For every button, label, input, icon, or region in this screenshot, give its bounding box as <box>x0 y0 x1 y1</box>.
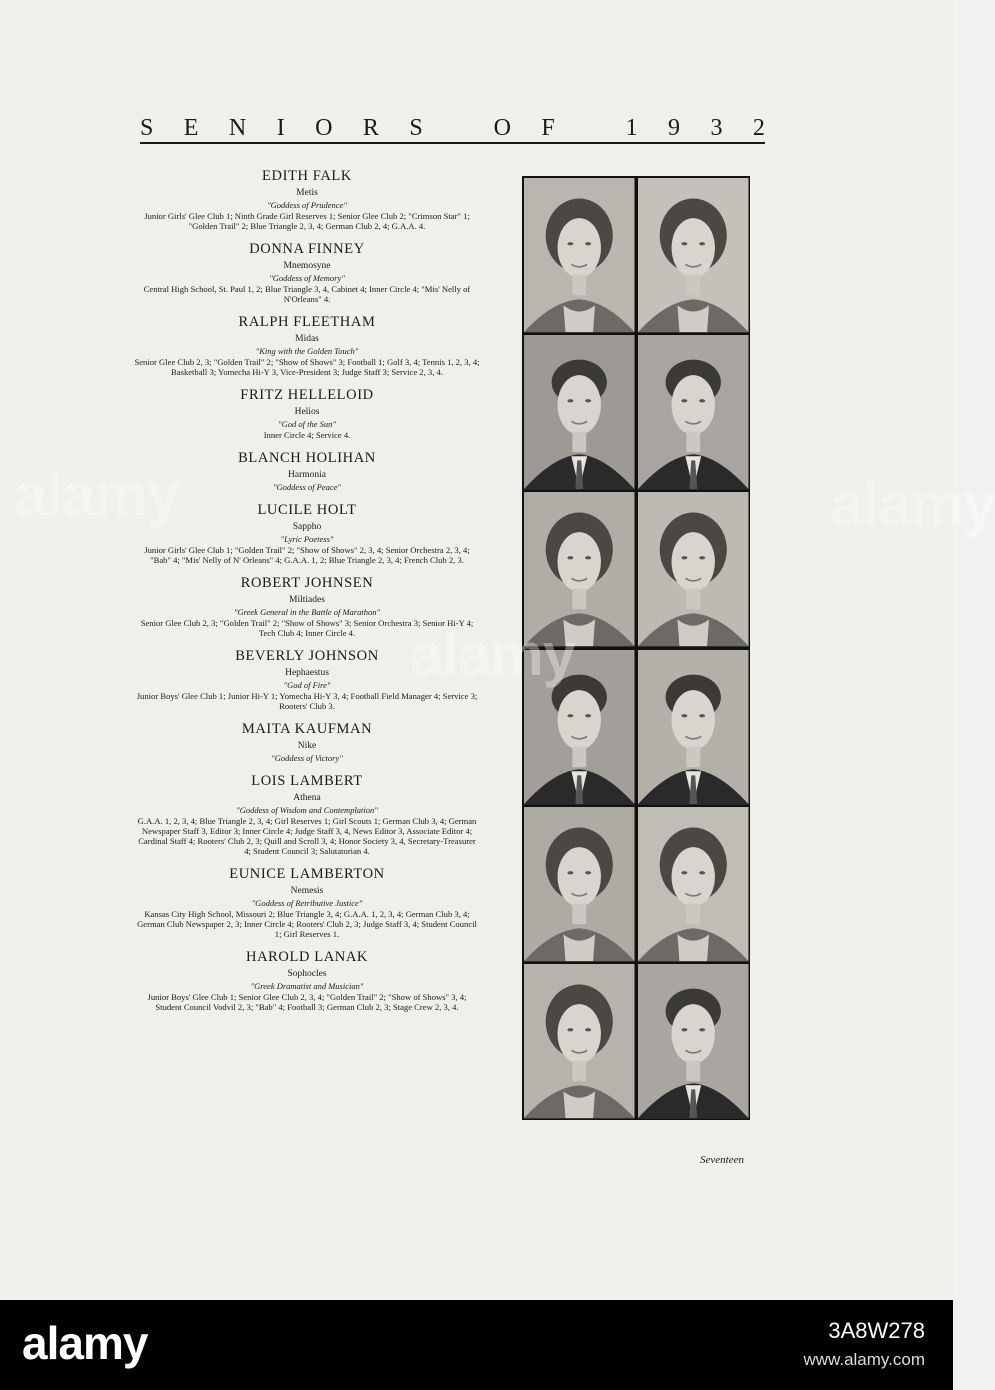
portrait-image <box>524 964 635 1118</box>
senior-alias: Athena <box>293 793 321 803</box>
title-letter: O <box>315 115 333 141</box>
portrait-photo <box>638 335 749 489</box>
portrait-photo <box>638 964 749 1118</box>
portrait-photo <box>638 650 749 804</box>
senior-name: DONNA FINNEY <box>249 241 365 257</box>
senior-activities: Junior Girls' Glee Club 1; "Golden Trail" 2; "Show of Shows" 2, 3, 4; Senior Orchestra 2, 3, 4; "Bab" 4; "Mis' Nelly of N' Orleans" 4; G.A.A. 1, 2; Blue Triangle 2, 3, 4; French Club 2, 3. <box>144 545 470 565</box>
senior-motto: "Goddess of Wisdom and Contemplation" <box>236 805 378 815</box>
title-letter: N <box>228 115 247 141</box>
portrait-image <box>524 807 635 961</box>
portrait-image <box>638 178 749 332</box>
portrait-image <box>638 335 749 489</box>
page-number: Seventeen <box>700 1154 744 1166</box>
senior-name: ROBERT JOHNSEN <box>240 575 374 591</box>
senior-activities: Inner Circle 4; Service 4. <box>263 430 351 440</box>
senior-alias: Midas <box>295 334 319 344</box>
senior-entry <box>128 450 486 492</box>
title-letter: 1 <box>625 115 638 141</box>
senior-entry <box>128 314 486 377</box>
senior-name: FRITZ HELLELOID <box>240 387 374 403</box>
stock-logo[interactable]: alamy <box>22 1317 148 1369</box>
senior-activities: Junior Boys' Glee Club 1; Junior Hi-Y 1; Yomecha Hi-Y 3, 4; Football Field Manager 4; Service 3; Rooters' Club 3. <box>136 691 478 711</box>
page-title <box>140 112 765 142</box>
portrait-photo <box>524 807 635 961</box>
senior-name: MAITA KAUFMAN <box>241 721 373 737</box>
senior-entry <box>128 168 486 231</box>
portrait-photo <box>638 492 749 646</box>
title-letter: 3 <box>710 115 723 141</box>
title-letter: R <box>362 115 379 141</box>
stock-footer <box>0 1300 953 1390</box>
senior-entry <box>128 502 486 565</box>
senior-name: LOIS LAMBERT <box>251 773 363 789</box>
senior-alias: Harmonia <box>288 470 326 480</box>
senior-entry <box>128 866 486 939</box>
senior-alias: Nike <box>297 741 317 751</box>
portrait-image <box>524 335 635 489</box>
title-letter: 2 <box>752 115 765 141</box>
title-letter: F <box>541 115 555 141</box>
senior-entry <box>128 241 486 304</box>
watermark-right: alamy <box>830 471 995 538</box>
senior-alias: Helios <box>294 407 320 417</box>
senior-entry <box>128 949 486 1012</box>
senior-alias: Metis <box>296 188 318 198</box>
senior-activities: Kansas City High School, Missouri 2; Blue Triangle 3, 4; G.A.A. 1, 2, 3, 4; German Club 3, 4; German Club Newspaper 2, 3; Inner Circle 4; Rooters' Club 2, 3; Judge Staff 3, 4; Student Council 1; Girl Reserves 1. <box>137 909 477 939</box>
watermark-center: alamy <box>410 621 576 688</box>
stock-url[interactable]: www.alamy.com <box>803 1350 925 1369</box>
senior-alias: Sophocles <box>287 969 327 979</box>
senior-entry <box>128 387 486 440</box>
senior-alias: Miltiades <box>289 595 325 605</box>
title-letter: E <box>183 115 199 141</box>
senior-alias: Sappho <box>292 522 322 532</box>
senior-alias: Nemesis <box>290 886 324 896</box>
image-id: 3A8W278 <box>828 1318 925 1343</box>
portrait-image <box>638 650 749 804</box>
title-letter: S <box>409 115 423 141</box>
senior-name: EUNICE LAMBERTON <box>229 866 385 882</box>
portrait-photo <box>524 964 635 1118</box>
portrait-photo <box>524 335 635 489</box>
portrait-image <box>638 492 749 646</box>
senior-name: BLANCH HOLIHAN <box>238 450 376 466</box>
watermark-left: alamy <box>14 461 180 528</box>
title-letter: S <box>140 115 154 141</box>
senior-entries <box>128 168 486 1022</box>
portrait-photo <box>638 178 749 332</box>
senior-motto: "Goddess of Peace" <box>272 482 342 492</box>
senior-name: BEVERLY JOHNSON <box>235 648 379 664</box>
portrait-photo <box>524 178 635 332</box>
senior-motto: "God of Fire" <box>283 680 331 690</box>
senior-activities: Junior Girls' Glee Club 1; Ninth Grade Girl Reserves 1; Senior Glee Club 2; "Crimson Star" 1; "Golden Trail" 2; Blue Triangle 2, 3, 4; German Club 2, 4; G.A.A. 4. <box>144 211 470 231</box>
senior-motto: "Lyric Poetess" <box>280 534 334 544</box>
portrait-image <box>524 178 635 332</box>
portrait-image <box>638 807 749 961</box>
senior-activities: G.A.A. 1, 2, 3, 4; Blue Triangle 2, 3, 4; Girl Reserves 1; Girl Scouts 1; German Club 3, 4; German Newspaper Staff 3, Editor 3; Inner Circle 4; Judge Staff 3, 4, News Editor 3, Associate Editor 4; Cardinal Staff 4; Rooters' Club 2, 3; Quill and Scroll 3, 4; Honor Society 3, 4, Secretary-Treasurer 4; Student Council 3; Salutatorian 4. <box>137 816 477 856</box>
senior-activities: Junior Boys' Glee Club 1; Senior Glee Club 2, 3, 4; "Golden Trail" 2; "Show of Shows" 3, 4; Student Council Vodvil 2, 3; "Bab" 4; Football 3; German Club 2, 3; Stage Crew 2, 3, 4. <box>147 992 467 1012</box>
portrait-photo <box>638 807 749 961</box>
senior-alias: Hephaestus <box>285 668 329 678</box>
senior-motto: "Goddess of Victory" <box>271 753 343 763</box>
senior-motto: "Goddess of Memory" <box>269 273 345 283</box>
senior-entry <box>128 721 486 763</box>
senior-alias: Mnemosyne <box>283 261 331 271</box>
senior-motto: "Goddess of Retributive Justice" <box>251 898 363 908</box>
senior-name: RALPH FLEETHAM <box>238 314 376 330</box>
senior-activities: Senior Glee Club 2, 3; "Golden Trail" 2; "Show of Shows" 3; Senior Orchestra 3; Senior Hi-Y 4; Tech Club 4; Inner Circle 4. <box>140 618 474 638</box>
senior-name: EDITH FALK <box>262 168 352 184</box>
senior-motto: "God of the Sun" <box>278 419 336 429</box>
title-letter: 9 <box>668 115 681 141</box>
senior-motto: "Greek General in the Battle of Marathon" <box>233 607 381 617</box>
senior-motto: "Goddess of Prudence" <box>267 200 347 210</box>
portrait-image <box>638 964 749 1118</box>
title-letter: O <box>493 115 511 141</box>
title-rule <box>140 142 765 144</box>
title-letter: I <box>276 115 285 141</box>
senior-entry <box>128 773 486 856</box>
senior-activities: Central High School, St. Paul 1, 2; Blue Triangle 3, 4, Cabinet 4; Inner Circle 4; "Mis' Nelly of N'Orleans" 4. <box>143 284 471 304</box>
senior-name: HAROLD LANAK <box>246 949 368 965</box>
senior-motto: "Greek Dramatist and Musician" <box>250 981 364 991</box>
senior-activities: Senior Glee Club 2, 3; "Golden Trail" 2; "Show of Shows" 3; Football 1; Golf 3, 4; Tennis 1, 2, 3, 4; Basketball 3; Yomecha Hi-Y 3, Vice-President 3; Judge Staff 3; Service 2, 3, 4. <box>134 357 480 377</box>
senior-motto: "King with the Golden Touch" <box>255 346 359 356</box>
senior-name: LUCILE HOLT <box>257 502 357 518</box>
